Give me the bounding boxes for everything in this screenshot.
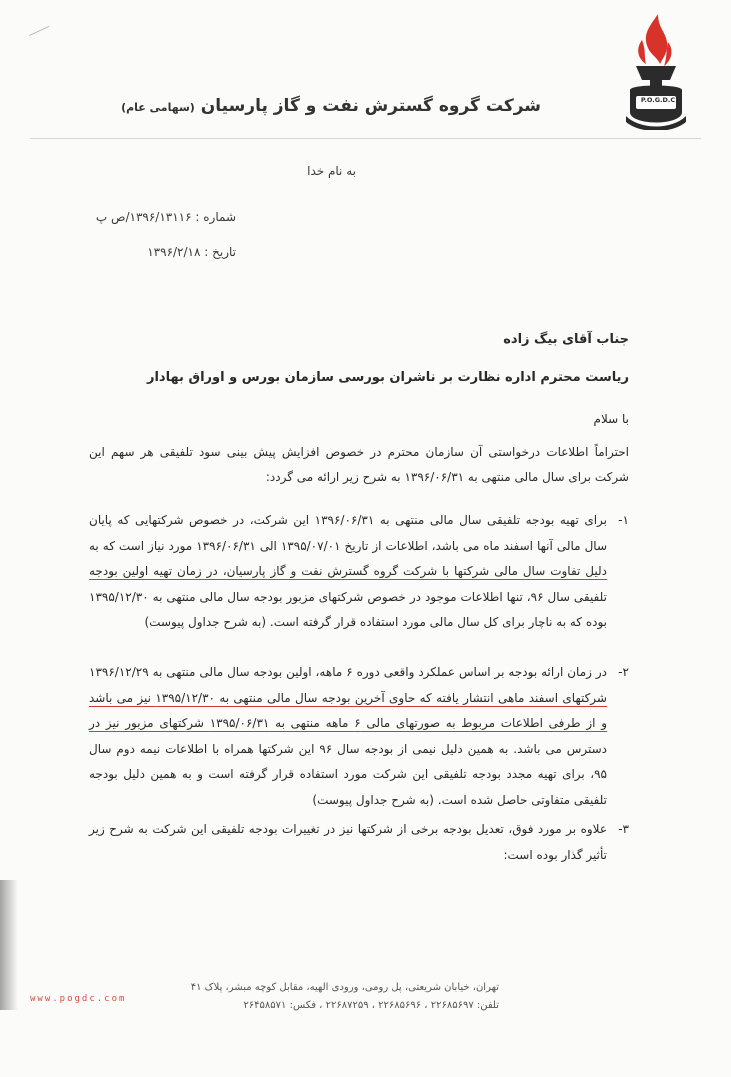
logo-text: P.O.G.D.C bbox=[640, 96, 676, 104]
item-number: ۱- bbox=[618, 513, 629, 527]
footer-address: تهران، خیابان شریعتی، پل رومی، ورودی الهیه، مقابل کوچه مبشر، پلاک ۴۱ bbox=[190, 982, 499, 993]
company-logo bbox=[620, 12, 692, 130]
date-label: تاریخ : bbox=[204, 245, 236, 259]
letter-number bbox=[96, 210, 236, 224]
footer-phone: تلفن: ۲۲۶۸۵۶۹۷ ، ۲۲۶۸۵۶۹۶ ، ۲۲۶۸۷۲۵۹ ، فکس: ۲۶۴۵۸۵۷۱ bbox=[243, 1000, 499, 1011]
company-name-main: شرکت گروه گسترش نفت و گاز پارسیان bbox=[200, 96, 541, 116]
scan-mark bbox=[29, 26, 53, 43]
item-number: ۳- bbox=[618, 822, 629, 836]
addressee-title: ریاست محترم اداره نظارت بر ناشران بورسی سازمان بورس و اوراق بهادار bbox=[146, 370, 629, 385]
footer-website: www.pogdc.com bbox=[30, 994, 127, 1004]
list-item bbox=[89, 660, 629, 813]
item-text bbox=[89, 508, 607, 636]
item-text-part: علاوه بر مورد فوق، تعدیل بودجه برخی از شرکتها نیز در تغییرات بودجه تلفیقی این شرکت به شرح زیر تأثیر گذار بوده است: bbox=[89, 822, 607, 862]
item-text-part: تلفیقی سال ۹۶، تنها اطلاعات موجود در خصوص شرکتهای مزبور بودجه سال مالی منتهی به ۱۳۹۵/۱۲/۳۰ بوده که به ناچار برای کل سال مالی مورد استفاده قرار گرفته است. (به شرح جداول پیوست) bbox=[89, 589, 607, 629]
list-item bbox=[89, 817, 629, 868]
greeting: با سلام bbox=[593, 412, 629, 426]
item-text-part: برای تهیه بودجه تلفیقی سال مالی منتهی به ۱۳۹۶/۰۶/۳۱ این شرکت، در خصوص شرکتهایی که پایان سال مالی آنها اسفند ماه می باشد، اطلاعات از تاریخ ۱۳۹۵/۰۷/۰۱ الی ۱۳۹۶/۰۶/۳۱ مورد نیاز است که به bbox=[89, 513, 608, 553]
item-text-part: دسترس می باشد. به همین دلیل نیمی از بودجه سال ۹۶ این شرکتها همراه با اطلاعات نیمه دوم سال ۹۵، برای تهیه مجدد بودجه تلفیقی این شرکت مورد استفاده قرار گرفته است و به همین دلیل بودجه تلفیقی متفاوتی حاصل شده است. (به شرح جداول پیوست) bbox=[89, 741, 607, 807]
item-text bbox=[89, 817, 607, 868]
item-text bbox=[89, 660, 607, 813]
date-value: ۱۳۹۶/۲/۱۸ bbox=[147, 245, 201, 259]
number-label: شماره : bbox=[195, 210, 236, 224]
company-name bbox=[121, 96, 541, 116]
list-item bbox=[89, 508, 629, 636]
scan-edge-shadow bbox=[0, 880, 18, 1010]
highlighted-text: دلیل تفاوت سال مالی شرکتها با شرکت گروه گسترش نفت و گاز پارسیان، در زمان تهیه اولین بودجه bbox=[89, 564, 607, 578]
company-type: (سهامی عام) bbox=[121, 101, 195, 114]
addressee-name: جناب آقای بیگ زاده bbox=[503, 332, 629, 347]
number-value: ۱۳۹۶/۱۳۱۱۶/ص پ bbox=[95, 210, 192, 224]
item-number: ۲- bbox=[618, 665, 629, 679]
item-text-part: در زمان ارائه بودجه بر اساس عملکرد واقعی دوره ۶ ماهه، اولین بودجه سال مالی منتهی به ۱۳۹۶/۱۲/۲۹ bbox=[89, 665, 607, 679]
header-divider bbox=[30, 138, 701, 139]
invocation: به نام خدا bbox=[307, 164, 356, 178]
intro-paragraph: احتراماً اطلاعات درخواستی آن سازمان محترم در خصوص افزایش پیش بینی سود تلفیقی هر سهم این شرکت برای سال مالی منتهی به ۱۳۹۶/۰۶/۳۱ به شرح زیر ارائه می گردد: bbox=[89, 445, 629, 484]
letter-date bbox=[147, 245, 236, 259]
highlighted-text: شرکتهای اسفند ماهی انتشار یافته که حاوی آخرین بودجه سال مالی منتهی به ۱۳۹۵/۱۲/۳۰ نیز می باشد و از طرفی اطلاعات مربوط به صورتهای مالی ۶ ماهه منتهی به ۱۳۹۵/۰۶/۳۱ شرکتهای مزبور نیز در bbox=[89, 690, 607, 730]
